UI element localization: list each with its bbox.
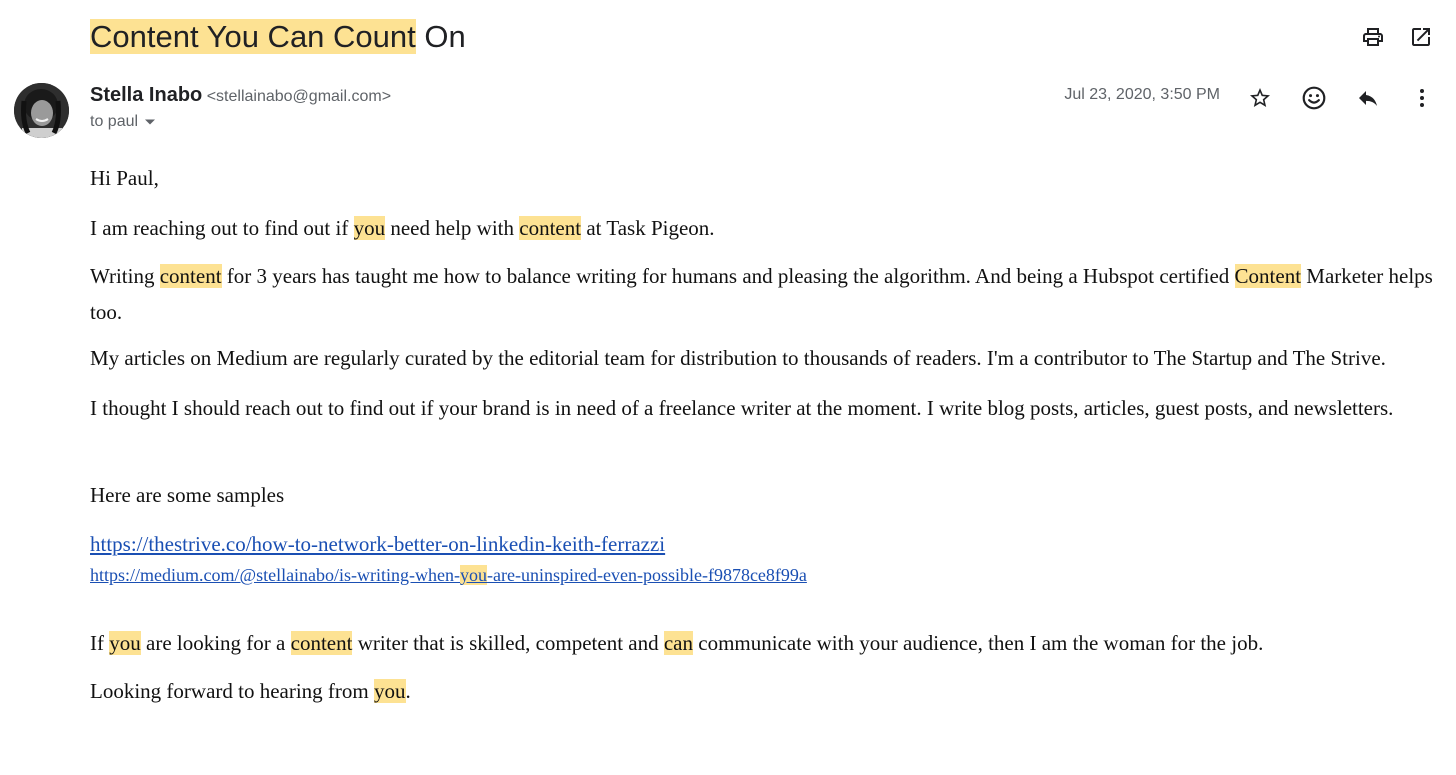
- paragraph-3: My articles on Medium are regularly curated by the editorial team for distribution to thousands of readers. I'm a contributor to The Startup and The Strive.: [90, 346, 1386, 370]
- subject-highlighted-text: Content You Can Count: [90, 19, 416, 54]
- highlight: you: [353, 216, 386, 240]
- text: need help with: [385, 216, 520, 240]
- sender-email: <stellainabo@gmail.com>: [206, 88, 392, 105]
- highlight: you: [460, 565, 488, 585]
- sample-link-2[interactable]: [90, 565, 807, 585]
- print-icon[interactable]: [1360, 24, 1386, 50]
- text: Writing: [90, 264, 160, 288]
- text: Looking forward to hearing from: [90, 679, 375, 703]
- paragraph-4: I thought I should reach out to find out if your brand is in need of a freelance writer at the moment. I write blog posts, articles, guest posts, and newsletters.: [90, 396, 1394, 420]
- highlight: you: [109, 631, 141, 655]
- highlight: can: [663, 631, 694, 655]
- email-subject: [90, 14, 466, 60]
- highlight: content: [519, 216, 582, 240]
- link-text: -are-uninspired-even-possible-f9878ce8f99a: [487, 565, 807, 585]
- paragraph-2: [90, 258, 1435, 330]
- text: communicate with your audience, then I am the woman for the job.: [693, 631, 1264, 655]
- paragraph-5: Here are some samples: [90, 483, 285, 507]
- text: writer that is skilled, competent and: [352, 631, 664, 655]
- link-text: https://medium.com/@stellainabo/is-writing-when-: [90, 565, 461, 585]
- text: Marketer helps too.: [90, 264, 1433, 324]
- sender-info: [90, 84, 391, 107]
- email-date: Jul 23, 2020, 3:50 PM: [1064, 86, 1220, 103]
- open-in-new-window-icon[interactable]: [1408, 24, 1434, 50]
- paragraph-6: [90, 625, 1263, 661]
- sample-link-1[interactable]: https://thestrive.co/how-to-network-better-on-linkedin-keith-ferrazzi: [90, 532, 666, 556]
- text: at Task Pigeon.: [581, 216, 715, 240]
- greeting: Hi Paul,: [90, 166, 159, 190]
- text: I am reaching out to find out if: [90, 216, 354, 240]
- star-icon[interactable]: [1246, 84, 1274, 112]
- sample-link-1-line: [90, 526, 665, 562]
- more-vert-icon[interactable]: [1408, 84, 1436, 112]
- emoji-icon[interactable]: [1300, 84, 1328, 112]
- highlight: you: [374, 679, 406, 703]
- recipient-label: to paul: [90, 113, 139, 130]
- paragraph-7: [90, 673, 411, 709]
- reply-icon[interactable]: [1354, 84, 1382, 112]
- text: .: [405, 679, 411, 703]
- sender-avatar[interactable]: [14, 83, 69, 138]
- highlight: content: [159, 264, 222, 288]
- text: are looking for a: [140, 631, 291, 655]
- highlight: Content: [1234, 264, 1302, 288]
- sample-link-2-line: [90, 558, 807, 592]
- recipient-details-toggle[interactable]: [90, 113, 156, 131]
- subject-rest-text: On: [415, 19, 466, 54]
- text: If: [90, 631, 110, 655]
- highlight: content: [290, 631, 353, 655]
- sender-name[interactable]: Stella Inabo: [90, 84, 203, 106]
- caret-down-icon: [144, 116, 156, 128]
- paragraph-1: [90, 210, 715, 246]
- text: for 3 years has taught me how to balance writing for humans and pleasing the algorithm. And being a Hubspot certified: [221, 264, 1235, 288]
